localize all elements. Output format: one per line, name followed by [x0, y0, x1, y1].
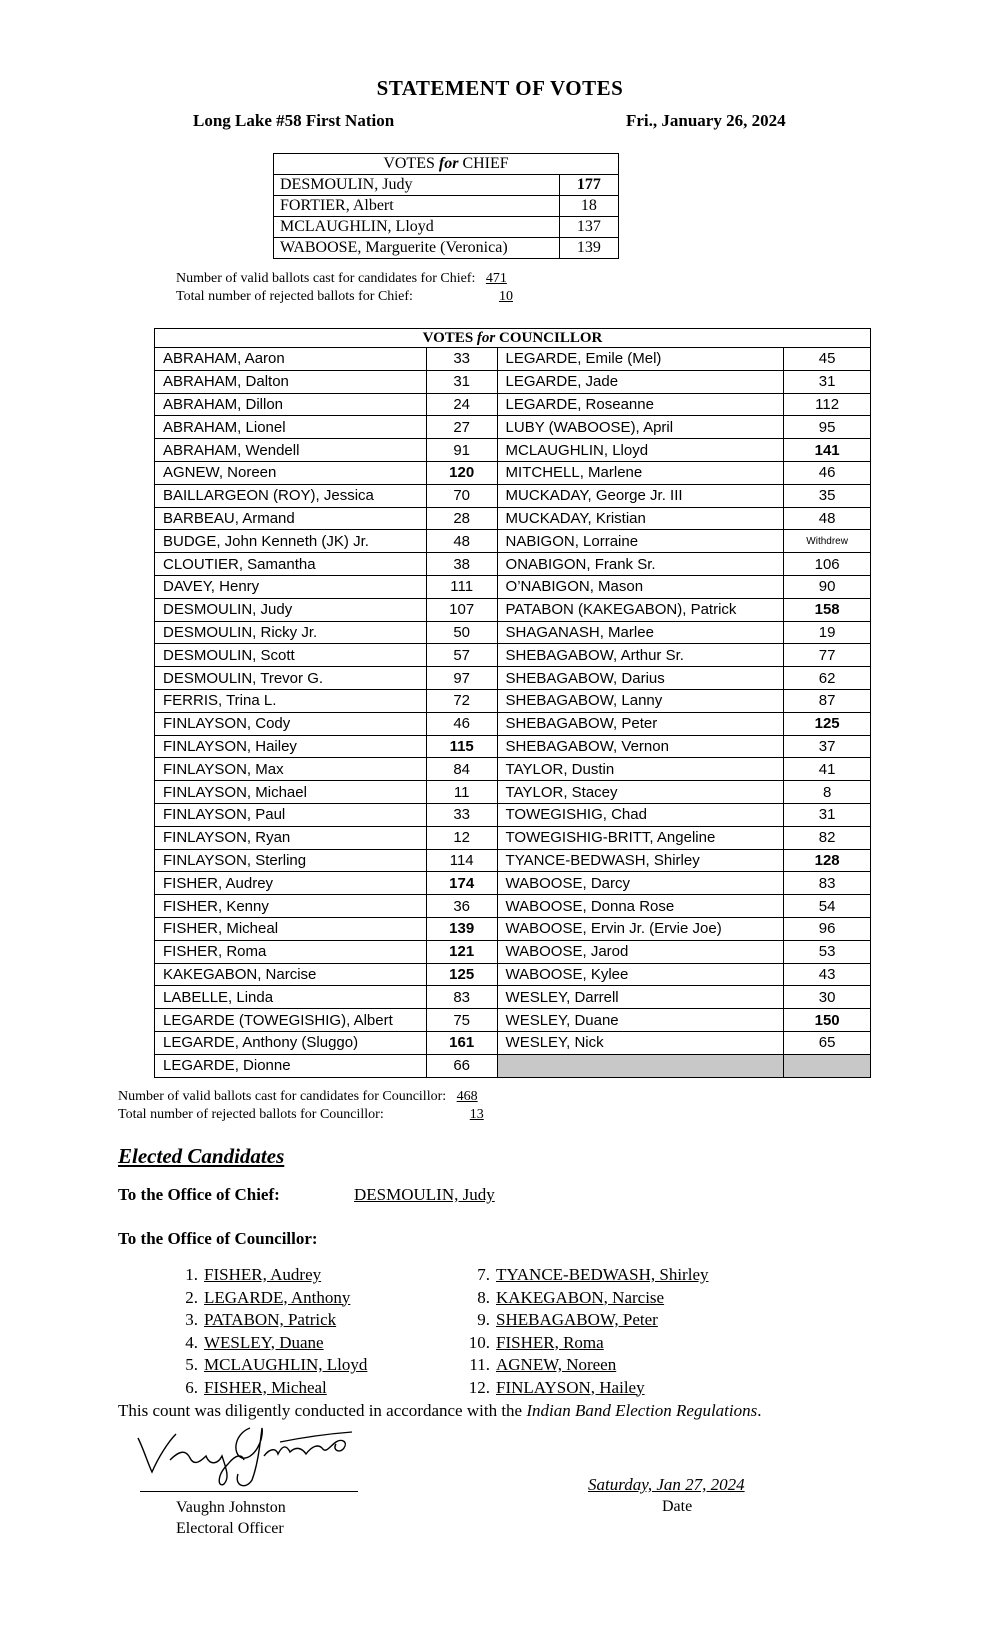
councillor-candidate-name: TAYLOR, Dustin — [497, 758, 784, 781]
councillor-candidate-votes: 33 — [426, 348, 497, 371]
councillor-candidate-name: ABRAHAM, Dillon — [155, 393, 427, 416]
chief-candidate-votes: 139 — [559, 238, 618, 259]
councillor-candidate-name: ABRAHAM, Wendell — [155, 439, 427, 462]
councillor-candidate-votes: 19 — [784, 621, 871, 644]
elected-councillor-item — [466, 1287, 709, 1310]
councillor-candidate-votes: 150 — [784, 1009, 871, 1032]
chief-candidate-votes: 137 — [559, 217, 618, 238]
councillor-candidate-name: DESMOULIN, Trevor G. — [155, 667, 427, 690]
councillor-candidate-name: DAVEY, Henry — [155, 575, 427, 598]
councillor-row — [155, 530, 871, 553]
councillor-row — [155, 553, 871, 576]
councillor-candidate-votes: 8 — [784, 781, 871, 804]
councillor-row — [155, 940, 871, 963]
councillor-candidate-votes: 75 — [426, 1009, 497, 1032]
empty-cell — [497, 1054, 784, 1077]
elected-councillor-name: WESLEY, Duane — [204, 1332, 324, 1352]
councillor-candidate-votes: 28 — [426, 507, 497, 530]
councillor-candidate-name: TAYLOR, Stacey — [497, 781, 784, 804]
councillor-candidate-votes: 96 — [784, 917, 871, 940]
elected-councillor-item — [466, 1377, 709, 1400]
councillor-candidate-name: SHEBAGABOW, Lanny — [497, 689, 784, 712]
councillor-candidate-name: ABRAHAM, Aaron — [155, 348, 427, 371]
officer-signature — [130, 1420, 360, 1492]
councillor-candidate-name: WABOOSE, Donna Rose — [497, 895, 784, 918]
councillor-candidate-votes: 106 — [784, 553, 871, 576]
councillor-candidate-name: FINLAYSON, Paul — [155, 803, 427, 826]
councillor-candidate-name: FISHER, Audrey — [155, 872, 427, 895]
elected-councillor-name: TYANCE-BEDWASH, Shirley — [496, 1265, 709, 1284]
chief-table-heading: VOTES for CHIEF — [274, 154, 619, 175]
election-date: Fri., January 26, 2024 — [626, 111, 786, 130]
chief-candidate-row — [274, 196, 619, 217]
councillor-rejected-ballots: Total number of rejected ballots for Councillor: 13 — [118, 1107, 484, 1122]
councillor-row — [155, 575, 871, 598]
councillor-row — [155, 393, 871, 416]
councillor-row — [155, 849, 871, 872]
elected-councillor-name: FISHER, Micheal — [204, 1377, 327, 1397]
councillor-candidate-name: LUBY (WABOOSE), April — [497, 416, 784, 439]
councillor-candidate-name: LEGARDE (TOWEGISHIG), Albert — [155, 1009, 427, 1032]
chief-candidate-row — [274, 238, 619, 259]
councillor-row — [155, 416, 871, 439]
councillor-row — [155, 1009, 871, 1032]
councillor-candidate-votes: 46 — [784, 461, 871, 484]
councillor-candidate-votes: 62 — [784, 667, 871, 690]
empty-cell — [784, 1054, 871, 1077]
councillor-candidate-name: FINLAYSON, Sterling — [155, 849, 427, 872]
councillor-candidate-name: FINLAYSON, Michael — [155, 781, 427, 804]
signature-line — [140, 1491, 358, 1492]
councillor-candidate-name: SHEBAGABOW, Darius — [497, 667, 784, 690]
councillor-candidate-votes: 70 — [426, 484, 497, 507]
councillor-candidate-name: BARBEAU, Armand — [155, 507, 427, 530]
councillor-candidate-votes: 174 — [426, 872, 497, 895]
chief-votes-table — [273, 153, 619, 259]
councillor-candidate-votes: 27 — [426, 416, 497, 439]
councillor-candidate-name: PATABON (KAKEGABON), Patrick — [497, 598, 784, 621]
councillor-candidate-votes: 36 — [426, 895, 497, 918]
councillor-candidate-name: TOWEGISHIG-BRITT, Angeline — [497, 826, 784, 849]
officer-name: Vaughn Johnston — [176, 1499, 286, 1516]
councillor-candidate-votes: 65 — [784, 1031, 871, 1054]
elected-councillor-item — [174, 1264, 367, 1287]
councillor-candidate-name: BAILLARGEON (ROY), Jessica — [155, 484, 427, 507]
chief-candidate-name: FORTIER, Albert — [274, 196, 560, 217]
councillor-row — [155, 872, 871, 895]
councillor-candidate-name: LEGARDE, Roseanne — [497, 393, 784, 416]
councillor-candidate-name: DESMOULIN, Judy — [155, 598, 427, 621]
councillor-candidate-name: TYANCE-BEDWASH, Shirley — [497, 849, 784, 872]
councillor-candidate-votes: 161 — [426, 1031, 497, 1054]
councillor-candidate-name: AGNEW, Noreen — [155, 461, 427, 484]
councillor-candidate-name: FERRIS, Trina L. — [155, 689, 427, 712]
councillor-candidate-name: WESLEY, Nick — [497, 1031, 784, 1054]
councillor-candidate-votes: 31 — [784, 803, 871, 826]
elected-councillor-item — [174, 1377, 367, 1400]
date-label: Date — [662, 1498, 693, 1515]
councillor-candidate-name: ONABIGON, Frank Sr. — [497, 553, 784, 576]
councillor-rejected-ballots-value: 13 — [469, 1107, 484, 1122]
councillor-candidate-votes: 82 — [784, 826, 871, 849]
elected-councillor-item — [466, 1264, 709, 1287]
elected-councillor-item — [466, 1332, 709, 1355]
councillor-candidate-name: FINLAYSON, Max — [155, 758, 427, 781]
councillor-candidate-name: MCLAUGHLIN, Lloyd — [497, 439, 784, 462]
councillor-candidate-votes: 91 — [426, 439, 497, 462]
councillor-candidate-votes: 97 — [426, 667, 497, 690]
councillor-candidate-votes: 45 — [784, 348, 871, 371]
elected-councillor-number: 9. — [477, 1310, 490, 1329]
elected-councillors-column-2 — [466, 1264, 709, 1399]
councillor-candidate-votes: 158 — [784, 598, 871, 621]
elected-councillor-name: PATABON, Patrick — [204, 1310, 337, 1329]
councillor-candidate-name: MITCHELL, Marlene — [497, 461, 784, 484]
elected-chief-name: DESMOULIN, Judy — [354, 1185, 495, 1204]
councillor-candidate-name: O’NABIGON, Mason — [497, 575, 784, 598]
councillor-candidate-votes: 24 — [426, 393, 497, 416]
elected-councillor-number: 6. — [185, 1377, 198, 1397]
councillor-table-heading: VOTES for COUNCILLOR — [155, 329, 871, 348]
councillor-candidate-votes: 128 — [784, 849, 871, 872]
councillor-candidate-votes: 83 — [784, 872, 871, 895]
councillor-candidate-votes: 41 — [784, 758, 871, 781]
councillor-candidate-name: LEGARDE, Anthony (Sluggo) — [155, 1031, 427, 1054]
elected-councillor-item — [466, 1309, 709, 1332]
councillor-candidate-votes: 46 — [426, 712, 497, 735]
chief-candidate-row — [274, 175, 619, 196]
councillor-candidate-votes: 90 — [784, 575, 871, 598]
signed-date: Saturday, Jan 27, 2024 — [588, 1475, 745, 1494]
councillor-candidate-votes: 139 — [426, 917, 497, 940]
councillor-candidate-votes: 111 — [426, 575, 497, 598]
councillor-candidate-name: WESLEY, Darrell — [497, 986, 784, 1009]
councillor-candidate-votes: 125 — [784, 712, 871, 735]
councillor-row — [155, 348, 871, 371]
councillor-row — [155, 986, 871, 1009]
councillor-candidate-votes: 35 — [784, 484, 871, 507]
councillor-candidate-name: SHEBAGABOW, Vernon — [497, 735, 784, 758]
councillor-candidate-votes: 107 — [426, 598, 497, 621]
elected-councillor-item — [174, 1287, 367, 1310]
elected-councillor-name: FINLAYSON, Hailey — [496, 1377, 645, 1397]
councillor-row — [155, 712, 871, 735]
elected-councillor-name: FISHER, Roma — [496, 1332, 604, 1352]
elected-councillor-number: 5. — [185, 1355, 198, 1374]
councillor-candidate-votes: 66 — [426, 1054, 497, 1077]
councillor-candidate-votes: 48 — [784, 507, 871, 530]
councillor-row — [155, 1054, 871, 1077]
councillor-office-label: To the Office of Councillor: — [118, 1229, 318, 1248]
councillor-valid-ballots: Number of valid ballots cast for candidates for Councillor: 468 — [118, 1089, 478, 1104]
councillor-candidate-name: FINLAYSON, Cody — [155, 712, 427, 735]
councillor-row — [155, 781, 871, 804]
councillor-candidate-name: LEGARDE, Jade — [497, 370, 784, 393]
elected-councillor-item — [174, 1354, 367, 1377]
chief-valid-ballots: Number of valid ballots cast for candidates for Chief: 471 — [176, 271, 507, 286]
councillor-candidate-name: SHAGANASH, Marlee — [497, 621, 784, 644]
chief-valid-ballots-value: 471 — [485, 271, 507, 286]
councillor-candidate-votes: 54 — [784, 895, 871, 918]
elected-councillor-number: 7. — [477, 1265, 490, 1284]
councillor-candidate-votes: 120 — [426, 461, 497, 484]
elected-councillor-item — [466, 1354, 709, 1377]
certification-statement: This count was diligently conducted in accordance with the Indian Band Election Regulations. — [118, 1401, 762, 1420]
chief-rejected-ballots: Total number of rejected ballots for Chief: 10 — [176, 289, 513, 304]
elected-councillor-name: LEGARDE, Anthony — [204, 1287, 351, 1307]
officer-title: Electoral Officer — [176, 1520, 284, 1537]
councillor-candidate-votes: 87 — [784, 689, 871, 712]
councillor-candidate-votes: 84 — [426, 758, 497, 781]
councillor-candidate-votes: 115 — [426, 735, 497, 758]
councillor-row — [155, 689, 871, 712]
councillor-row — [155, 507, 871, 530]
councillor-candidate-votes: 95 — [784, 416, 871, 439]
councillor-candidate-name: MUCKADAY, Kristian — [497, 507, 784, 530]
councillor-candidate-name: FISHER, Roma — [155, 940, 427, 963]
councillor-candidate-votes: 53 — [784, 940, 871, 963]
councillor-candidate-votes: 48 — [426, 530, 497, 553]
councillor-candidate-votes: 141 — [784, 439, 871, 462]
councillor-row — [155, 484, 871, 507]
councillor-candidate-name: WABOOSE, Jarod — [497, 940, 784, 963]
elected-councillor-number: 1. — [185, 1265, 198, 1284]
councillor-row — [155, 1031, 871, 1054]
chief-candidate-name: WABOOSE, Marguerite (Veronica) — [274, 238, 560, 259]
elected-councillor-number: 2. — [185, 1287, 198, 1307]
councillor-candidate-name: LEGARDE, Dionne — [155, 1054, 427, 1077]
elected-candidates-heading: Elected Candidates — [118, 1144, 285, 1168]
councillor-candidate-votes: 57 — [426, 644, 497, 667]
councillor-candidate-votes: Withdrew — [784, 530, 871, 553]
first-nation-name: Long Lake #58 First Nation — [193, 111, 395, 130]
chief-candidate-name: MCLAUGHLIN, Lloyd — [274, 217, 560, 238]
councillor-candidate-name: WABOOSE, Kylee — [497, 963, 784, 986]
councillor-row — [155, 917, 871, 940]
councillor-row — [155, 621, 871, 644]
councillor-candidate-votes: 83 — [426, 986, 497, 1009]
councillor-candidate-votes: 38 — [426, 553, 497, 576]
councillor-row — [155, 439, 871, 462]
councillor-row — [155, 758, 871, 781]
councillor-candidate-name: DESMOULIN, Ricky Jr. — [155, 621, 427, 644]
councillor-candidate-votes: 11 — [426, 781, 497, 804]
councillor-votes-table — [154, 328, 871, 1078]
chief-candidate-votes: 177 — [559, 175, 618, 196]
councillor-candidate-name: ABRAHAM, Lionel — [155, 416, 427, 439]
chief-candidate-name: DESMOULIN, Judy — [274, 175, 560, 196]
councillor-candidate-votes: 37 — [784, 735, 871, 758]
elected-councillor-name: AGNEW, Noreen — [496, 1355, 617, 1374]
councillor-candidate-votes: 43 — [784, 963, 871, 986]
elected-councillor-number: 12. — [468, 1377, 490, 1397]
councillor-candidate-name: CLOUTIER, Samantha — [155, 553, 427, 576]
councillor-row — [155, 803, 871, 826]
councillor-candidate-name: LEGARDE, Emile (Mel) — [497, 348, 784, 371]
councillor-candidate-votes: 31 — [784, 370, 871, 393]
councillor-candidate-name: LABELLE, Linda — [155, 986, 427, 1009]
councillor-candidate-votes: 112 — [784, 393, 871, 416]
chief-rejected-ballots-value: 10 — [498, 289, 513, 304]
councillor-candidate-votes: 121 — [426, 940, 497, 963]
document-title: STATEMENT OF VOTES — [376, 76, 624, 100]
councillor-candidate-name: SHEBAGABOW, Arthur Sr. — [497, 644, 784, 667]
elected-councillor-name: FISHER, Audrey — [204, 1265, 322, 1284]
councillor-candidate-votes: 30 — [784, 986, 871, 1009]
councillor-candidate-name: TOWEGISHIG, Chad — [497, 803, 784, 826]
councillor-row — [155, 370, 871, 393]
elected-councillor-name: MCLAUGHLIN, Lloyd — [204, 1355, 368, 1374]
councillor-candidate-votes: 72 — [426, 689, 497, 712]
elected-councillors-column-1 — [174, 1264, 367, 1399]
councillor-row — [155, 963, 871, 986]
councillor-candidate-name: FINLAYSON, Hailey — [155, 735, 427, 758]
elected-councillor-number: 10. — [468, 1332, 490, 1352]
councillor-valid-ballots-value: 468 — [456, 1089, 478, 1104]
councillor-row — [155, 461, 871, 484]
councillor-candidate-name: SHEBAGABOW, Peter — [497, 712, 784, 735]
councillor-candidate-votes: 31 — [426, 370, 497, 393]
councillor-candidate-name: KAKEGABON, Narcise — [155, 963, 427, 986]
officer-name-block — [176, 1497, 286, 1539]
elected-councillor-name: KAKEGABON, Narcise — [496, 1287, 665, 1307]
chief-office-label: To the Office of Chief: — [118, 1185, 280, 1204]
councillor-candidate-name: FISHER, Micheal — [155, 917, 427, 940]
chief-candidate-row — [274, 217, 619, 238]
councillor-candidate-name: MUCKADAY, George Jr. III — [497, 484, 784, 507]
councillor-candidate-name: DESMOULIN, Scott — [155, 644, 427, 667]
councillor-candidate-name: FISHER, Kenny — [155, 895, 427, 918]
elected-councillor-number: 11. — [469, 1355, 490, 1374]
councillor-candidate-votes: 125 — [426, 963, 497, 986]
councillor-candidate-name: WESLEY, Duane — [497, 1009, 784, 1032]
councillor-candidate-votes: 77 — [784, 644, 871, 667]
elected-councillor-number: 4. — [185, 1332, 198, 1352]
councillor-candidate-name: WABOOSE, Darcy — [497, 872, 784, 895]
councillor-candidate-votes: 50 — [426, 621, 497, 644]
councillor-row — [155, 826, 871, 849]
councillor-candidate-name: NABIGON, Lorraine — [497, 530, 784, 553]
councillor-candidate-name: ABRAHAM, Dalton — [155, 370, 427, 393]
councillor-candidate-name: WABOOSE, Ervin Jr. (Ervie Joe) — [497, 917, 784, 940]
councillor-candidate-name: BUDGE, John Kenneth (JK) Jr. — [155, 530, 427, 553]
councillor-row — [155, 644, 871, 667]
councillor-candidate-votes: 12 — [426, 826, 497, 849]
councillor-candidate-votes: 33 — [426, 803, 497, 826]
councillor-candidate-votes: 114 — [426, 849, 497, 872]
councillor-candidate-name: FINLAYSON, Ryan — [155, 826, 427, 849]
councillor-row — [155, 667, 871, 690]
elected-councillor-item — [174, 1309, 367, 1332]
councillor-row — [155, 895, 871, 918]
elected-councillor-number: 8. — [477, 1287, 490, 1307]
elected-councillor-item — [174, 1332, 367, 1355]
councillor-row — [155, 598, 871, 621]
elected-councillor-number: 3. — [185, 1310, 198, 1329]
chief-candidate-votes: 18 — [559, 196, 618, 217]
councillor-row — [155, 735, 871, 758]
svg-text:Vaughn Johnston: Vaughn Johnston — [130, 1420, 137, 1421]
elected-councillor-name: SHEBAGABOW, Peter — [496, 1310, 658, 1329]
